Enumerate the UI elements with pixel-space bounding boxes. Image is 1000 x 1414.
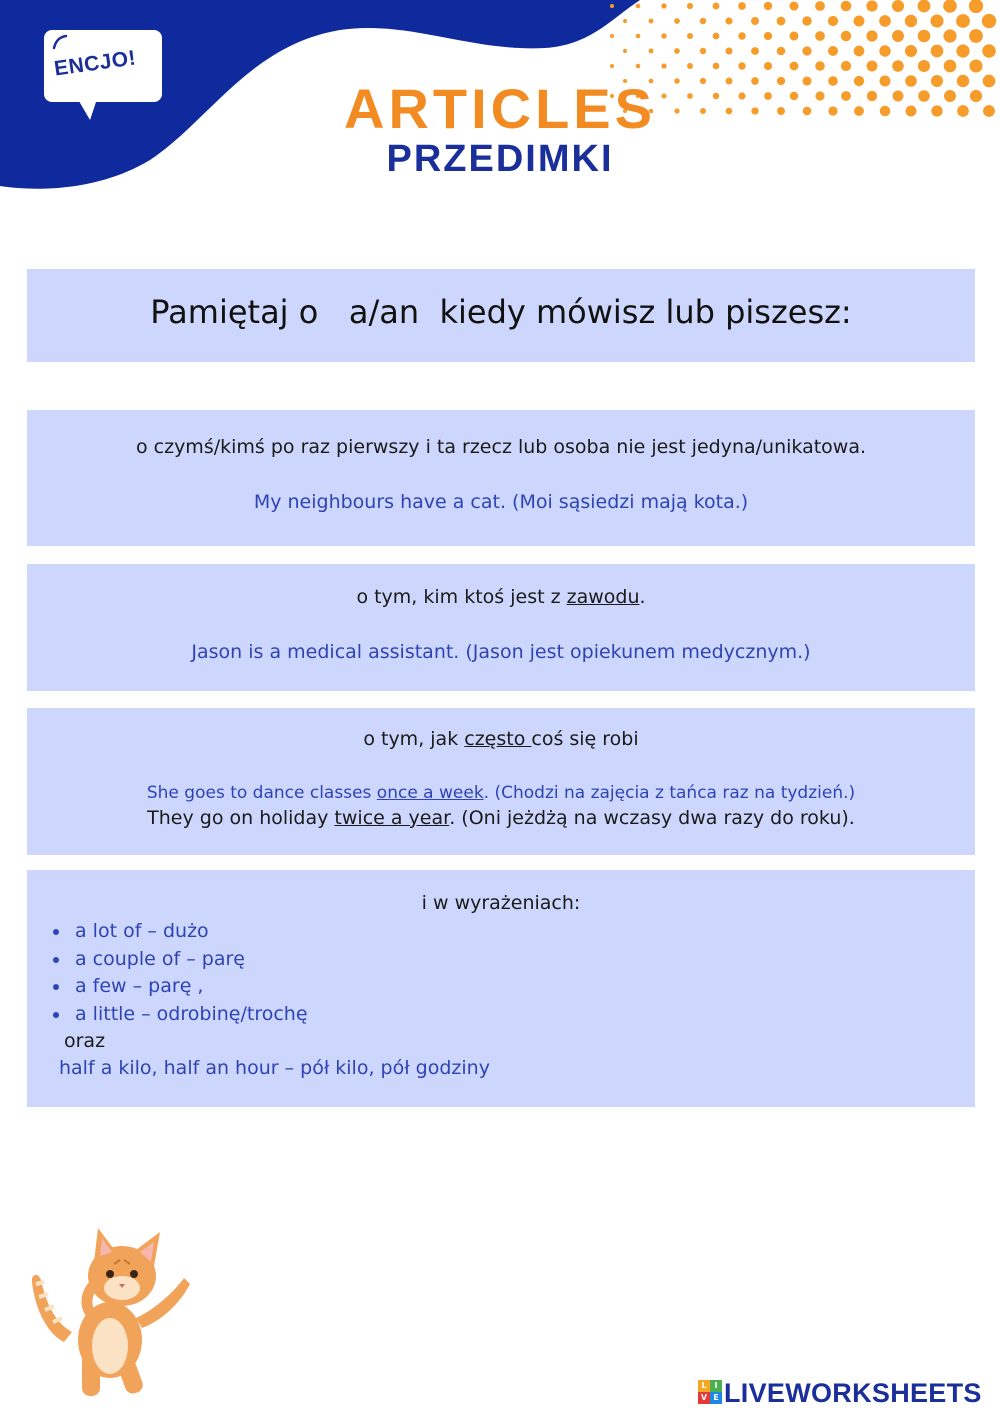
halftone-dot <box>867 61 878 72</box>
halftone-dot <box>700 48 706 54</box>
halftone-dot <box>713 3 720 10</box>
halftone-dot <box>738 62 745 69</box>
halftone-dot <box>905 45 917 57</box>
halftone-dot <box>725 17 732 24</box>
halftone-dot <box>815 61 825 71</box>
rule-profession-text: o tym, kim ktoś jest z zawodu. <box>356 586 646 608</box>
list-item: a lot of – dużo <box>49 918 308 946</box>
halftone-dot <box>905 15 917 27</box>
halftone-dot <box>700 18 706 24</box>
rule-profession-example: Jason is a medical assistant. (Jason jest opiekunem medycznym.) <box>191 641 811 663</box>
rule-frequency-example-1: She goes to dance classes once a week. (Chodzi na zajęcia z tańca raz na tydzień.) <box>146 783 856 803</box>
list-item: a few – parę , <box>49 973 308 1001</box>
rule-expressions-heading: i w wyrażeniach: <box>421 892 581 914</box>
halftone-dot <box>931 45 944 58</box>
halftone-dot <box>841 31 851 41</box>
halftone-dot <box>687 63 693 69</box>
halftone-dot <box>623 19 627 23</box>
halftone-dot <box>892 60 904 72</box>
halftone-dot <box>789 1 798 10</box>
rule-first-mention-example: My neighbours have a cat. (Moi sąsiedzi mają kota.) <box>253 491 749 513</box>
underlined-word: często <box>464 728 532 750</box>
remember-text: Pamiętaj o a/an kiedy mówisz lub piszesz: <box>150 293 852 331</box>
halftone-dot <box>610 34 614 38</box>
halftone-dot <box>687 33 693 39</box>
halftone-dot <box>636 64 640 68</box>
halftone-dot <box>841 1 852 12</box>
cat-illustration <box>24 1222 204 1402</box>
halftone-dot <box>930 14 943 27</box>
halftone-dot <box>982 44 996 58</box>
halftone-dot <box>866 30 877 41</box>
halftone-dot <box>944 60 957 73</box>
halftone-dot <box>649 49 654 54</box>
liveworksheets-logo-icon: L I V E <box>698 1380 722 1404</box>
halftone-dot <box>738 32 746 40</box>
rule-frequency-box <box>27 708 975 855</box>
halftone-dot <box>866 0 877 11</box>
halftone-dot <box>943 29 956 42</box>
list-item: a couple of – parę <box>49 946 308 974</box>
halftone-dot <box>777 17 786 26</box>
halftone-dot <box>751 17 759 25</box>
halftone-dot <box>687 3 693 9</box>
liveworksheets-footer <box>698 1378 994 1408</box>
logo-accent-mark <box>52 34 72 50</box>
halftone-dot <box>764 62 772 70</box>
halftone-dot <box>725 47 732 54</box>
expressions-list <box>49 918 308 1028</box>
halftone-dot <box>751 47 759 55</box>
halftone-dot <box>918 60 930 72</box>
halftone-dot <box>828 46 838 56</box>
rule-frequency-text: o tym, jak często coś się robi <box>363 728 639 750</box>
halftone-dot <box>956 14 970 28</box>
halftone-dot <box>738 2 746 10</box>
liveworksheets-brand: LIVEWORKSHEETS <box>724 1378 982 1408</box>
halftone-dot <box>828 16 838 26</box>
halftone-dot <box>636 34 641 39</box>
halftone-dot <box>969 29 983 43</box>
halftone-dot <box>713 33 720 40</box>
halftone-dot <box>854 16 865 27</box>
halftone-dot <box>892 0 904 12</box>
halftone-dot <box>648 18 653 23</box>
halftone-dot <box>854 46 865 57</box>
halftone-dot <box>815 31 825 41</box>
halftone-dot <box>623 49 627 53</box>
halftone-dot <box>918 0 931 12</box>
rule-first-mention-text: o czymś/kimś po raz pierwszy i ta rzecz lub osoba nie jest jedyna/unikatowa. <box>135 436 867 458</box>
remember-box <box>27 269 975 362</box>
halftone-dot <box>918 30 931 43</box>
halftone-dot <box>661 33 666 38</box>
rule-expressions-box <box>27 870 975 1107</box>
underlined-word: zawodu <box>566 586 640 608</box>
halftone-dot <box>661 3 666 8</box>
halftone-dot <box>674 18 680 24</box>
halftone-dot <box>610 64 614 68</box>
halftone-dot <box>777 47 786 56</box>
halftone-dot <box>674 48 680 54</box>
rule-first-mention-box <box>27 410 975 546</box>
halftone-dot <box>790 62 799 71</box>
halftone-dot <box>969 0 983 13</box>
list-item: a little – odrobinę/trochę <box>49 1001 308 1029</box>
halftone-dot <box>879 45 890 56</box>
underlined-phrase: twice a year <box>334 807 450 829</box>
halftone-dot <box>636 4 641 9</box>
halftone-dot <box>956 44 969 57</box>
rule-frequency-example-2: They go on holiday twice a year. (Oni jeżdżą na wczasy dwa razy do roku). <box>147 807 855 829</box>
logo-text: ENCJO! <box>52 46 138 81</box>
halftone-dot <box>802 16 811 25</box>
page-subtitle: PRZEDIMKI <box>386 138 614 180</box>
halftone-dot <box>970 60 983 73</box>
halftone-dot <box>892 30 904 42</box>
halftone-dot <box>789 31 798 40</box>
halftone-dot <box>610 4 614 8</box>
halftone-dot <box>815 1 825 11</box>
and-word: oraz <box>64 1030 106 1052</box>
halftone-dot <box>841 61 851 71</box>
halftone-dot <box>802 46 811 55</box>
halftone-dot <box>764 32 772 40</box>
halftone-dot <box>713 63 720 70</box>
rule-profession-box <box>27 564 975 691</box>
underlined-phrase: once a week <box>376 783 484 803</box>
halftone-dot <box>661 63 666 68</box>
halftone-dot <box>764 2 772 10</box>
halftone-dot <box>879 15 891 27</box>
page-title: ARTICLES <box>344 77 656 140</box>
half-example: half a kilo, half an hour – pół kilo, pół godziny <box>59 1057 490 1079</box>
halftone-dot <box>943 0 957 13</box>
halftone-dot <box>982 14 996 28</box>
